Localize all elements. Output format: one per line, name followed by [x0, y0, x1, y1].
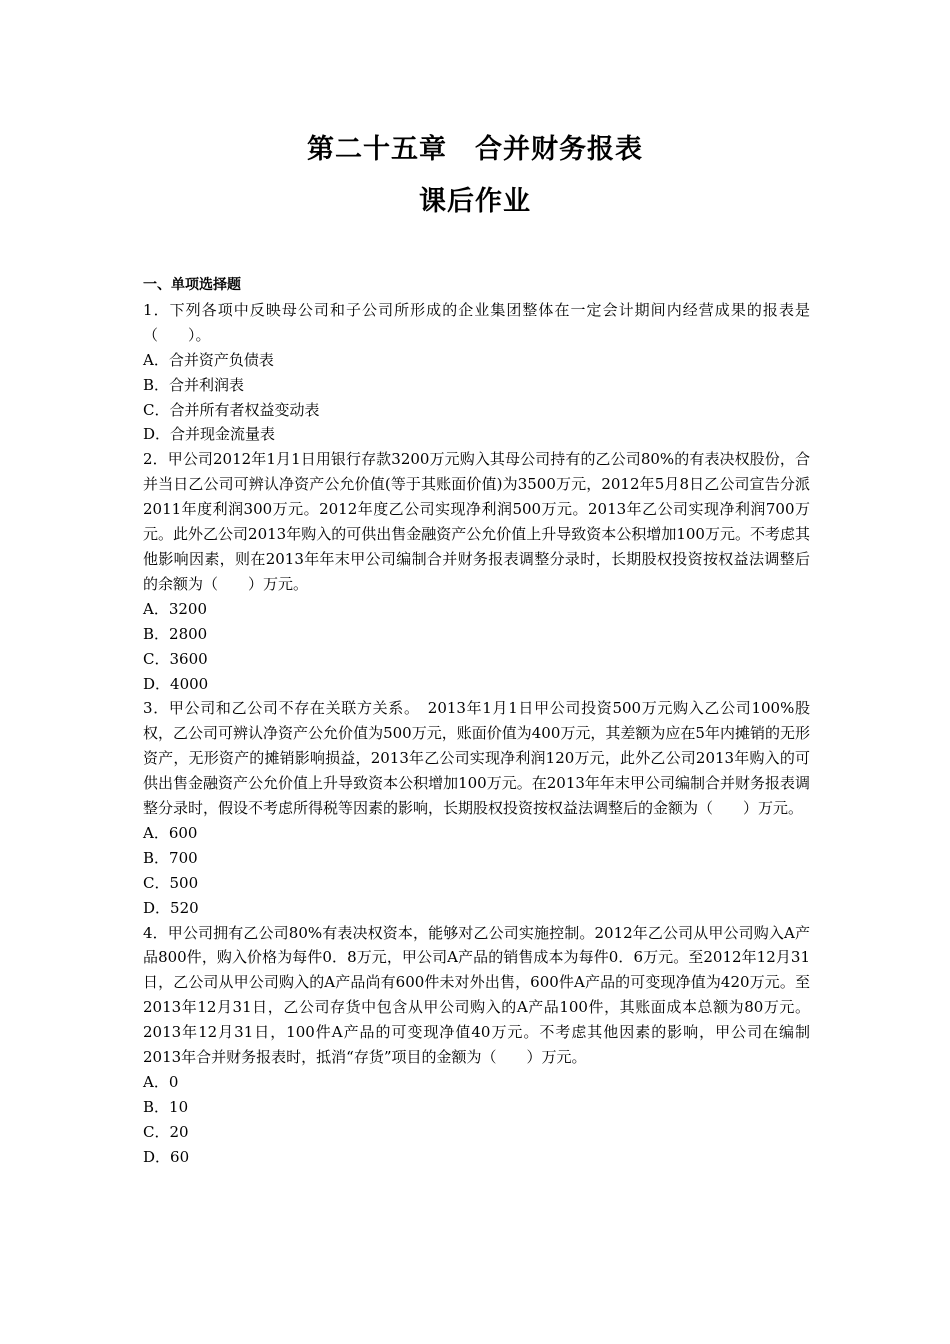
section-heading: 一、单项选择题: [143, 277, 241, 293]
question-stem: 3．甲公司和乙公司不存在关联方关系。 2013年1月1日甲公司投资500万元购入乙公司100%股权，乙公司可辨认净资产公允价值为500万元，账面价值为400万元，其差额为应在5年内摊销的无形资产，无形资产的摊销影响损益，2013年乙公司实现净利润120万元，此外乙公司2013年购入的可供出售金融资产公允价值上升导致资本公积增加100万元。在2013年年末甲公司编制合并财务报表调整分录时，假设不考虑所得税等因素的影响，长期股权投资按权益法调整后的金额为（ ）万元。: [143, 699, 810, 818]
question-option: C．3600: [143, 649, 208, 668]
document-subtitle: 课后作业: [419, 186, 531, 217]
question-stem: 2．甲公司2012年1月1日用银行存款3200万元购入其母公司持有的乙公司80%的有表决权股份，合并当日乙公司可辨认净资产公允价值(等于其账面价值)为3500万元，2012年5月8日乙公司宣告分派2011年度利润300万元。2012年度乙公司实现净利润500万元。2013年乙公司实现净利润700万元。此外乙公司2013年购入的可供出售金融资产公允价值上升导致资本公积增加100万元。不考虑其他影响因素，则在2013年年末甲公司编制合并财务报表调整分录时，长期股权投资按权益法调整后的余额为（ ）万元。: [143, 450, 810, 593]
question-option: A．0: [143, 1073, 179, 1091]
question-1: [143, 298, 810, 447]
question-option: D．合并现金流量表: [143, 425, 276, 444]
chapter-title: 第二十五章 合并财务报表: [307, 134, 643, 165]
question-option: B．2800: [143, 624, 208, 643]
question-option: C．20: [143, 1122, 189, 1141]
document-body: [143, 273, 810, 1170]
question-option: C．合并所有者权益变动表: [143, 400, 320, 419]
question-option: D．60: [143, 1147, 190, 1166]
question-option: A．3200: [143, 599, 208, 618]
question-2: [143, 447, 810, 696]
question-option: D．4000: [143, 674, 209, 693]
question-3: [143, 696, 810, 920]
question-option: D．520: [143, 898, 199, 917]
question-option: A．600: [143, 823, 198, 842]
question-option: B．合并利润表: [143, 375, 245, 394]
question-option: B．700: [143, 848, 198, 867]
question-option: A．合并资产负债表: [143, 350, 274, 369]
question-stem: 1．下列各项中反映母公司和子公司所形成的企业集团整体在一定会计期间内经营成果的报表是（ ）。: [143, 300, 810, 344]
question-option: C．500: [143, 873, 199, 892]
question-stem: 4．甲公司拥有乙公司80%有表决权资本，能够对乙公司实施控制。2012年乙公司从甲公司购入A产品800件，购入价格为每件0．8万元，甲公司A产品的销售成本为每件0．6万元。至2012年12月31日，乙公司从甲公司购入的A产品尚有600件未对外出售，600件A产品的可变现净值为420万元。至2013年12月31日，乙公司存货中包含从甲公司购入的A产品100件，其账面成本总额为80万元。2013年12月31日，100件A产品的可变现净值40万元。不考虑其他因素的影响，甲公司在编制2013年合并财务报表时，抵消“存货”项目的金额为（ ）万元。: [143, 923, 810, 1067]
question-4: [143, 921, 810, 1170]
question-option: B．10: [143, 1097, 189, 1116]
